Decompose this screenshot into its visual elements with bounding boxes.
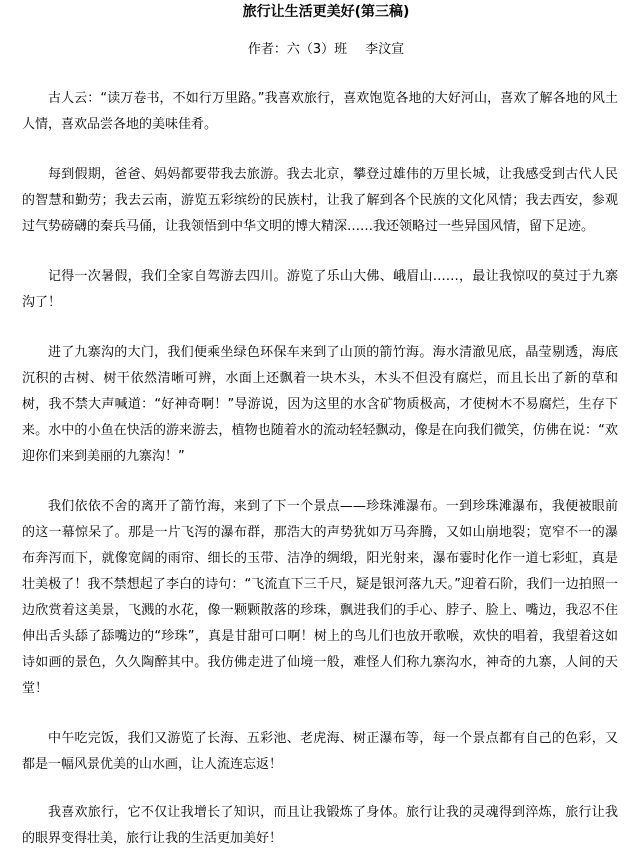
- author-class: 作者：六（3）班: [247, 42, 348, 57]
- paragraph-conclusion: 我喜欢旅行，它不仅让我增长了知识，而且让我锻炼了身体。旅行让我的灵魂得到淬炼，旅行让我的眼界变得壮美，旅行让我的生活更加美好！: [22, 805, 618, 846]
- paragraph-intro: 古人云：“读万卷书，不如行万里路。”我喜欢旅行，喜欢饱览各地的大好河山，喜欢了解各地的风土人情，喜欢品尝各地的美味佳肴。: [22, 91, 618, 132]
- paragraph-pearl-shoal-waterfall: 我们依依不舍的离开了箭竹海，来到了下一个景点——珍珠滩瀑布。一到珍珠滩瀑布，我便被眼前的这一幕惊呆了。那是一片飞泻的瀑布群，那浩大的声势犹如万马奔腾，又如山崩地裂；宽窄不一的瀑布奔泻而下，就像宽阔的雨帘、细长的玉带、洁净的绸缎，阳光射来，瀑布霎时化作一道七彩虹，真是壮美极了！我不禁想起了李白的诗句：“飞流直下三千尺，疑是银河落九天。”迎着石阶，我们一边拍照一边欣赏着这美景，飞溅的水花，像一颗颗散落的珍珠，飘进我们的手心、脖子、脸上、嘴边，我忍不住伸出舌头舔了舔嘴边的“珍珠”，真是甘甜可口啊！树上的鸟儿们也放开歌喉，欢快的唱着，我望着这如诗如画的景色，久久陶醉其中。我仿佛走进了仙境一般，难怪人们称九寨沟水，神奇的九寨，人间的天堂！: [22, 499, 618, 696]
- paragraph-arrow-bamboo-lake: 进了九寨沟的大门，我们便乘坐绿色环保车来到了山顶的箭竹海。海水清澈见底，晶莹剔透，海底沉积的古树、树干依然清晰可辨，水面上还飘着一块木头，木头不但没有腐烂，而且长出了新的草和树，我不禁大声喊道：“好神奇啊！”导游说，因为这里的水含矿物质极高，才使树木不易腐烂，生存下来。水中的小鱼在快活的游来游去，植物也随着水的流动轻轻飘动，像是在向我们微笑，仿佛在说：“欢迎你们来到美丽的九寨沟！”: [22, 345, 618, 464]
- paragraph-holidays: 每到假期，爸爸、妈妈都要带我去旅游。我去北京，攀登过雄伟的万里长城，让我感受到古代人民的智慧和勤劳；我去云南，游览五彩缤纷的民族村，让我了解到各个民族的文化风情；我去西安，参观过气势磅礴的秦兵马俑，让我领悟到中华文明的博大精深……我还领略过一些异国风情，留下足迹。: [22, 167, 618, 234]
- author-name: 李汶宣: [365, 42, 405, 57]
- document-title: 旅行让生活更美好(第三稿): [242, 4, 410, 20]
- author-line: [22, 40, 618, 60]
- paragraph-afternoon-tour: 中午吃完饭，我们又游览了长海、五彩池、老虎海、树正瀑布等，每一个景点都有自己的色彩，又都是一幅风景优美的山水画，让人流连忘返！: [22, 731, 618, 772]
- paragraph-sichuan-trip: 记得一次暑假，我们全家自驾游去四川。游览了乐山大佛、峨眉山……，最让我惊叹的莫过于九寨沟了！: [22, 269, 618, 310]
